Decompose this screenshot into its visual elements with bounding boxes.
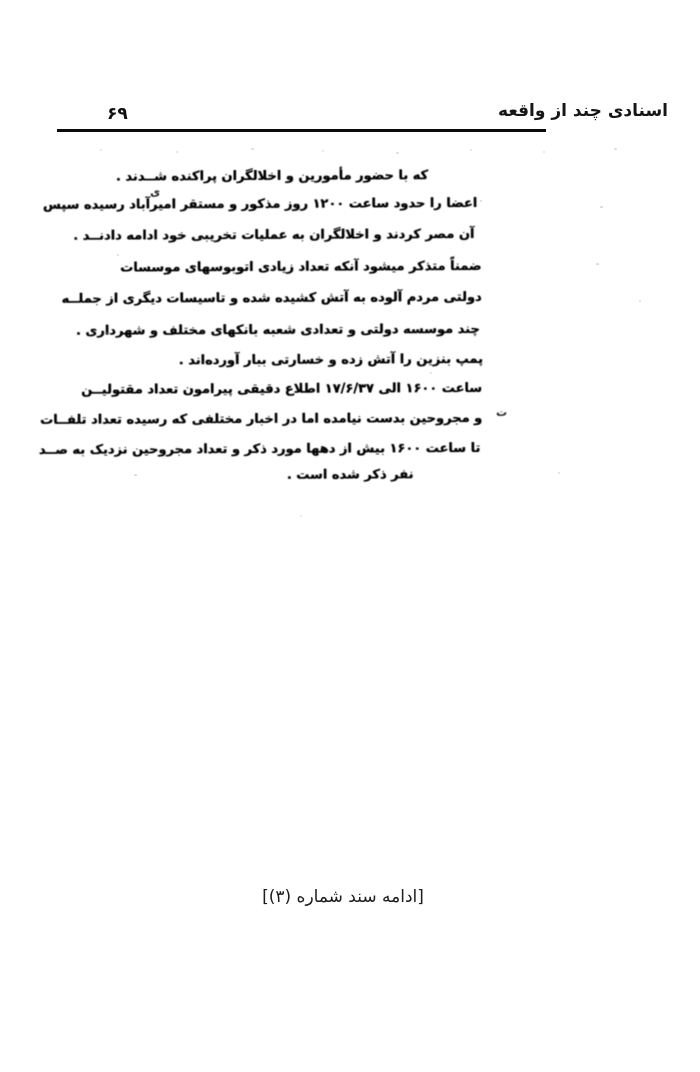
manuscript-line: که با حضور مأمورین و اخلالگران پراکنده شــدند . [115,168,429,185]
manuscript-line: نفر ذکر شده است . [286,467,414,483]
manuscript-superscript-correction: ی [150,185,161,199]
scan-speckle [558,472,560,474]
manuscript-line: ساعت ۱۶۰۰ الی ۱۷/۶/۳۷ اطلاع دقیقی پیرامون تعداد مقتولیــن [81,380,482,398]
manuscript-line: تا ساعت ۱۶۰۰ بیش از دهها مورد ذکر و تعداد مجروحین نزدیک به صــد [38,441,481,458]
scan-speckle [117,254,119,256]
scan-speckle [300,515,302,517]
scan-speckle [639,300,641,302]
scan-speckle [251,148,254,150]
manuscript-stray-mark: ت [496,405,508,419]
scan-speckle [396,152,399,154]
scan-speckle [106,332,108,334]
scan-speckle [543,151,545,153]
scan-speckle [176,151,178,153]
scan-speckle [470,149,472,151]
scan-speckle [596,263,599,265]
manuscript-line: و مجروحین بدست نیامده اما در اخبار مختلفی که رسیده تعداد تلفــات [39,410,483,428]
scan-speckle [134,474,137,476]
scan-speckle [322,150,324,152]
manuscript-line: چند موسسه دولتی و تعدادی شعبه بانکهای مختلف و شهرداری . [75,322,480,339]
scan-speckle [430,372,432,374]
manuscript-line: آن مصر کردند و اخلالگران به عملیات تخریبی خود ادامه دادنــد . [73,227,475,244]
scan-speckle [600,206,603,208]
document-caption: [ادامه سند شماره (۳)] [262,887,424,907]
page-number: ۶۹ [107,104,128,124]
manuscript-line: اعضا را حدود ساعت ۱۲۰۰ روز مذکور و مستقر امیرآباد رسیده سپس [42,196,478,213]
manuscript-line: ضمناً متذکر میشود آنکه تعداد زیادی اتوبوسهای موسسات [120,258,482,276]
page-header-title: اسنادی چند از واقعه [498,101,668,121]
manuscript-line: پمپ بنزین را آتش زده و خسارتی ببار آورده‌اند . [178,351,483,369]
scan-speckle [100,149,102,151]
manuscript-line: دولتی مردم آلوده به آتش کشیده شده و تاسیسات دیگری از جملــه [61,289,482,307]
scan-speckle [614,148,617,150]
scan-speckle [480,200,482,202]
